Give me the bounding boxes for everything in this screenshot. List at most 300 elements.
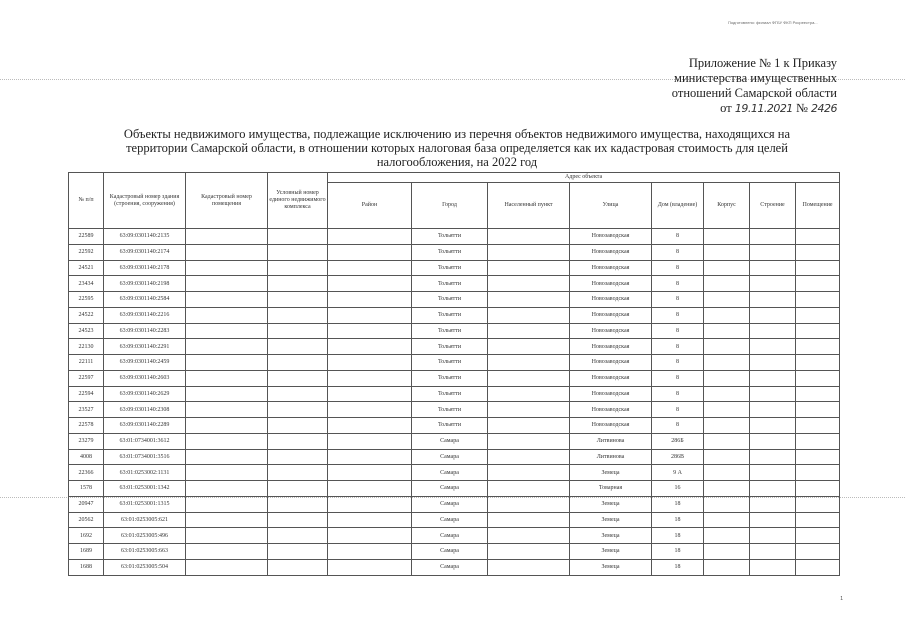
cell-cad: 63:01:0253005:663 — [104, 544, 186, 560]
scan-header-note: Подготовлено: филиал ФГБУ ФКП Росреестра... — [728, 20, 818, 25]
number-prefix: № — [795, 101, 808, 115]
cell-district — [328, 292, 412, 308]
cell-district — [328, 433, 412, 449]
cell-cad-room — [186, 229, 268, 245]
cell-settlement — [488, 307, 570, 323]
cell-city: Тольятти — [412, 355, 488, 371]
cell-city: Тольятти — [412, 418, 488, 434]
cell-building — [750, 307, 796, 323]
cell-district — [328, 355, 412, 371]
cell-street: Новозаводская — [570, 386, 652, 402]
cell-settlement — [488, 402, 570, 418]
cell-settlement — [488, 528, 570, 544]
cell-room — [796, 559, 840, 575]
cell-street: Земеца — [570, 559, 652, 575]
cell-block — [704, 229, 750, 245]
cell-street: Новозаводская — [570, 402, 652, 418]
cell-cad-room — [186, 386, 268, 402]
table-row — [69, 559, 840, 575]
cell-house: 8 — [652, 229, 704, 245]
cell-cad: 63:01:0253005:504 — [104, 559, 186, 575]
cell-num: 4008 — [69, 449, 104, 465]
cell-house: 16 — [652, 481, 704, 497]
cell-district — [328, 402, 412, 418]
cell-building — [750, 544, 796, 560]
cell-block — [704, 465, 750, 481]
cell-cad: 63:09:0301140:2629 — [104, 386, 186, 402]
cell-num: 22597 — [69, 370, 104, 386]
cell-building — [750, 339, 796, 355]
cell-block — [704, 449, 750, 465]
cell-house: 8 — [652, 370, 704, 386]
cell-cad: 63:01:0253001:1315 — [104, 496, 186, 512]
cell-cad-room — [186, 244, 268, 260]
cell-building — [750, 355, 796, 371]
cell-street: Земеца — [570, 512, 652, 528]
cell-building — [750, 229, 796, 245]
cell-block — [704, 292, 750, 308]
cell-block — [704, 544, 750, 560]
date-prefix: от — [720, 101, 732, 115]
table-row — [69, 339, 840, 355]
cell-street: Новозаводская — [570, 307, 652, 323]
cell-house: 8 — [652, 386, 704, 402]
cell-num: 22130 — [69, 339, 104, 355]
cell-cad-complex — [268, 402, 328, 418]
cell-settlement — [488, 449, 570, 465]
cell-house: 18 — [652, 528, 704, 544]
cell-room — [796, 370, 840, 386]
cell-block — [704, 528, 750, 544]
cell-cad-complex — [268, 229, 328, 245]
cell-building — [750, 481, 796, 497]
cell-settlement — [488, 559, 570, 575]
title-line-2: территории Самарской области, в отношении которых налоговая база определяется как их кадастровая стоимость для целей — [126, 141, 788, 155]
cell-house: 8 — [652, 339, 704, 355]
cell-cad: 63:09:0301140:2308 — [104, 402, 186, 418]
cell-num: 1578 — [69, 481, 104, 497]
header-district: Район — [328, 183, 412, 229]
cell-num: 1688 — [69, 559, 104, 575]
cell-cad-complex — [268, 292, 328, 308]
cell-district — [328, 528, 412, 544]
cell-cad: 63:01:0253002:1131 — [104, 465, 186, 481]
cell-cad-room — [186, 496, 268, 512]
cell-num: 22111 — [69, 355, 104, 371]
cell-block — [704, 339, 750, 355]
table-row — [69, 402, 840, 418]
cell-cad-complex — [268, 276, 328, 292]
cell-cad: 63:09:0301140:2216 — [104, 307, 186, 323]
table-row — [69, 449, 840, 465]
cell-city: Самара — [412, 433, 488, 449]
cell-cad: 63:09:0301140:2289 — [104, 418, 186, 434]
cell-city: Самара — [412, 449, 488, 465]
cell-room — [796, 307, 840, 323]
cell-district — [328, 544, 412, 560]
cell-street: Земеца — [570, 528, 652, 544]
cell-cad-room — [186, 433, 268, 449]
cell-num: 24522 — [69, 307, 104, 323]
table-row — [69, 276, 840, 292]
cell-block — [704, 260, 750, 276]
table-row — [69, 433, 840, 449]
table-row — [69, 386, 840, 402]
cell-building — [750, 496, 796, 512]
cell-district — [328, 260, 412, 276]
cell-cad-room — [186, 307, 268, 323]
cell-room — [796, 339, 840, 355]
cell-house: 8 — [652, 402, 704, 418]
cell-block — [704, 496, 750, 512]
cell-building — [750, 418, 796, 434]
cell-cad-room — [186, 418, 268, 434]
cell-room — [796, 449, 840, 465]
cell-cad: 63:09:0301140:2459 — [104, 355, 186, 371]
cell-cad-complex — [268, 465, 328, 481]
cell-building — [750, 528, 796, 544]
cell-street: Новозаводская — [570, 339, 652, 355]
cell-room — [796, 229, 840, 245]
cell-house: 8 — [652, 323, 704, 339]
cell-district — [328, 496, 412, 512]
cell-street: Новозаводская — [570, 260, 652, 276]
cell-cad-room — [186, 355, 268, 371]
cell-city: Самара — [412, 544, 488, 560]
cell-district — [328, 465, 412, 481]
cell-block — [704, 323, 750, 339]
cell-num: 22578 — [69, 418, 104, 434]
cell-cad-complex — [268, 418, 328, 434]
cell-district — [328, 323, 412, 339]
cell-room — [796, 323, 840, 339]
cell-house: 18 — [652, 544, 704, 560]
cell-block — [704, 370, 750, 386]
cell-settlement — [488, 229, 570, 245]
cell-house: 18 — [652, 559, 704, 575]
objects-table — [68, 172, 840, 576]
cell-house: 8 — [652, 276, 704, 292]
cell-num: 22592 — [69, 244, 104, 260]
cell-city: Тольятти — [412, 402, 488, 418]
cell-settlement — [488, 386, 570, 402]
cell-room — [796, 260, 840, 276]
cell-cad: 63:09:0301140:2198 — [104, 276, 186, 292]
cell-district — [328, 276, 412, 292]
appendix-date-line — [672, 101, 837, 116]
cell-cad: 63:01:0253005:621 — [104, 512, 186, 528]
cell-city: Самара — [412, 528, 488, 544]
cell-cad: 63:09:0301140:2135 — [104, 229, 186, 245]
cell-district — [328, 449, 412, 465]
cell-cad-room — [186, 544, 268, 560]
cell-city: Тольятти — [412, 307, 488, 323]
cell-district — [328, 481, 412, 497]
cell-block — [704, 402, 750, 418]
cell-cad-complex — [268, 260, 328, 276]
table-row — [69, 370, 840, 386]
cell-city: Тольятти — [412, 292, 488, 308]
cell-city: Самара — [412, 465, 488, 481]
cell-settlement — [488, 244, 570, 260]
cell-settlement — [488, 370, 570, 386]
cell-room — [796, 355, 840, 371]
cell-cad: 63:09:0301140:2283 — [104, 323, 186, 339]
cell-city: Тольятти — [412, 276, 488, 292]
cell-cad: 63:01:0734001:3612 — [104, 433, 186, 449]
cell-room — [796, 244, 840, 260]
cell-block — [704, 355, 750, 371]
appendix-block — [672, 56, 837, 116]
header-house: Дом (владение) — [652, 183, 704, 229]
cell-cad-complex — [268, 355, 328, 371]
cell-house: 8 — [652, 244, 704, 260]
cell-cad-room — [186, 512, 268, 528]
header-address-group: Адрес объекта — [328, 173, 840, 183]
cell-settlement — [488, 544, 570, 560]
header-cad-room: Кадастровый номер помещения — [186, 173, 268, 229]
cell-cad: 63:09:0301140:2174 — [104, 244, 186, 260]
cell-block — [704, 244, 750, 260]
cell-num: 1689 — [69, 544, 104, 560]
cell-district — [328, 229, 412, 245]
handwritten-number: 2426 — [811, 102, 837, 115]
cell-settlement — [488, 260, 570, 276]
cell-house: 9 А — [652, 465, 704, 481]
header-cad-complex: Условный номер единого недвижимого комплекса — [268, 173, 328, 229]
cell-settlement — [488, 276, 570, 292]
cell-cad-room — [186, 339, 268, 355]
cell-cad-room — [186, 276, 268, 292]
cell-building — [750, 449, 796, 465]
cell-district — [328, 512, 412, 528]
table-row — [69, 307, 840, 323]
cell-num: 22366 — [69, 465, 104, 481]
cell-num: 23434 — [69, 276, 104, 292]
cell-street: Новозаводская — [570, 244, 652, 260]
cell-cad: 63:09:0301140:2584 — [104, 292, 186, 308]
cell-block — [704, 276, 750, 292]
cell-district — [328, 370, 412, 386]
cell-house: 8 — [652, 260, 704, 276]
cell-room — [796, 496, 840, 512]
table-row — [69, 544, 840, 560]
cell-num: 24523 — [69, 323, 104, 339]
cell-cad: 63:09:0301140:2291 — [104, 339, 186, 355]
cell-house: 8 — [652, 355, 704, 371]
cell-city: Тольятти — [412, 229, 488, 245]
cell-cad: 63:09:0301140:2603 — [104, 370, 186, 386]
cell-district — [328, 559, 412, 575]
cell-cad-complex — [268, 323, 328, 339]
header-city: Город — [412, 183, 488, 229]
cell-city: Самара — [412, 559, 488, 575]
cell-cad-complex — [268, 386, 328, 402]
cell-settlement — [488, 323, 570, 339]
cell-building — [750, 433, 796, 449]
cell-cad-complex — [268, 559, 328, 575]
cell-num: 20947 — [69, 496, 104, 512]
cell-building — [750, 512, 796, 528]
cell-settlement — [488, 481, 570, 497]
cell-street: Новозаводская — [570, 292, 652, 308]
cell-building — [750, 559, 796, 575]
cell-building — [750, 244, 796, 260]
cell-cad-complex — [268, 544, 328, 560]
cell-settlement — [488, 496, 570, 512]
cell-cad: 63:01:0253005:496 — [104, 528, 186, 544]
cell-district — [328, 386, 412, 402]
appendix-line-1: Приложение № 1 к Приказу — [688, 56, 837, 70]
cell-house: 8 — [652, 292, 704, 308]
cell-house: 8 — [652, 418, 704, 434]
cell-block — [704, 386, 750, 402]
cell-cad-room — [186, 528, 268, 544]
cell-building — [750, 402, 796, 418]
cell-cad-room — [186, 449, 268, 465]
cell-num: 22595 — [69, 292, 104, 308]
header-room: Помещение — [796, 183, 840, 229]
cell-city: Тольятти — [412, 370, 488, 386]
cell-num: 22589 — [69, 229, 104, 245]
cell-house: 286Б — [652, 433, 704, 449]
appendix-line-3: отношений Самарской области — [671, 86, 837, 100]
cell-room — [796, 276, 840, 292]
title-line-1: Объекты недвижимого имущества, подлежащие исключению из перечня объектов недвижимого имущества, находящихся на — [123, 127, 791, 141]
cell-cad-complex — [268, 496, 328, 512]
cell-cad-complex — [268, 339, 328, 355]
cell-street: Земеца — [570, 544, 652, 560]
cell-house: 286В — [652, 449, 704, 465]
cell-building — [750, 292, 796, 308]
cell-block — [704, 512, 750, 528]
cell-cad: 63:09:0301140:2178 — [104, 260, 186, 276]
appendix-line-2: министерства имущественных — [674, 71, 837, 85]
cell-cad: 63:01:0734001:3516 — [104, 449, 186, 465]
cell-cad-complex — [268, 244, 328, 260]
cell-city: Тольятти — [412, 260, 488, 276]
header-block: Корпус — [704, 183, 750, 229]
cell-settlement — [488, 512, 570, 528]
cell-cad-room — [186, 402, 268, 418]
table-row — [69, 481, 840, 497]
cell-settlement — [488, 465, 570, 481]
cell-street: Новозаводская — [570, 276, 652, 292]
cell-settlement — [488, 433, 570, 449]
cell-room — [796, 528, 840, 544]
cell-street: Земеца — [570, 465, 652, 481]
cell-building — [750, 386, 796, 402]
cell-room — [796, 512, 840, 528]
header-num: № п/п — [69, 173, 104, 229]
cell-room — [796, 402, 840, 418]
cell-cad-complex — [268, 481, 328, 497]
cell-block — [704, 433, 750, 449]
cell-settlement — [488, 339, 570, 355]
table-row — [69, 292, 840, 308]
cell-building — [750, 260, 796, 276]
cell-city: Тольятти — [412, 244, 488, 260]
cell-num: 23279 — [69, 433, 104, 449]
header-cad-building: Кадастровый номер здания (строения, сооружения) — [104, 173, 186, 229]
cell-room — [796, 465, 840, 481]
cell-num: 22594 — [69, 386, 104, 402]
cell-street: Товарная — [570, 481, 652, 497]
cell-room — [796, 386, 840, 402]
cell-settlement — [488, 418, 570, 434]
table-row — [69, 229, 840, 245]
cell-district — [328, 244, 412, 260]
cell-num: 1692 — [69, 528, 104, 544]
cell-cad-complex — [268, 433, 328, 449]
cell-room — [796, 433, 840, 449]
header-settlement: Населенный пункт — [488, 183, 570, 229]
header-building: Строение — [750, 183, 796, 229]
cell-block — [704, 559, 750, 575]
cell-city: Самара — [412, 512, 488, 528]
cell-num: 23527 — [69, 402, 104, 418]
cell-building — [750, 276, 796, 292]
cell-cad-complex — [268, 370, 328, 386]
cell-block — [704, 307, 750, 323]
cell-cad-complex — [268, 449, 328, 465]
cell-house: 8 — [652, 307, 704, 323]
cell-room — [796, 292, 840, 308]
cell-cad-room — [186, 292, 268, 308]
cell-street: Литвинова — [570, 433, 652, 449]
cell-cad-room — [186, 323, 268, 339]
cell-cad-room — [186, 465, 268, 481]
table-row — [69, 244, 840, 260]
table-row — [69, 323, 840, 339]
cell-city: Тольятти — [412, 323, 488, 339]
cell-cad-complex — [268, 528, 328, 544]
page-number: 1 — [840, 596, 843, 602]
cell-cad-room — [186, 559, 268, 575]
table-row — [69, 512, 840, 528]
cell-street: Новозаводская — [570, 323, 652, 339]
cell-district — [328, 418, 412, 434]
cell-district — [328, 307, 412, 323]
header-street: Улица — [570, 183, 652, 229]
cell-settlement — [488, 292, 570, 308]
title-line-3: налогообложения, на 2022 год — [376, 155, 538, 169]
cell-cad-room — [186, 370, 268, 386]
cell-city: Тольятти — [412, 386, 488, 402]
cell-building — [750, 323, 796, 339]
cell-block — [704, 481, 750, 497]
cell-house: 18 — [652, 512, 704, 528]
cell-street: Новозаводская — [570, 355, 652, 371]
cell-street: Земеца — [570, 496, 652, 512]
table-row — [69, 260, 840, 276]
table-row — [69, 528, 840, 544]
cell-street: Новозаводская — [570, 418, 652, 434]
cell-street: Новозаводская — [570, 370, 652, 386]
cell-block — [704, 418, 750, 434]
cell-city: Тольятти — [412, 339, 488, 355]
cell-district — [328, 339, 412, 355]
cell-city: Самара — [412, 496, 488, 512]
cell-num: 20562 — [69, 512, 104, 528]
cell-building — [750, 370, 796, 386]
cell-street: Литвинова — [570, 449, 652, 465]
cell-cad-complex — [268, 512, 328, 528]
cell-house: 18 — [652, 496, 704, 512]
table-row — [69, 418, 840, 434]
cell-num: 24521 — [69, 260, 104, 276]
document-title — [92, 127, 822, 169]
